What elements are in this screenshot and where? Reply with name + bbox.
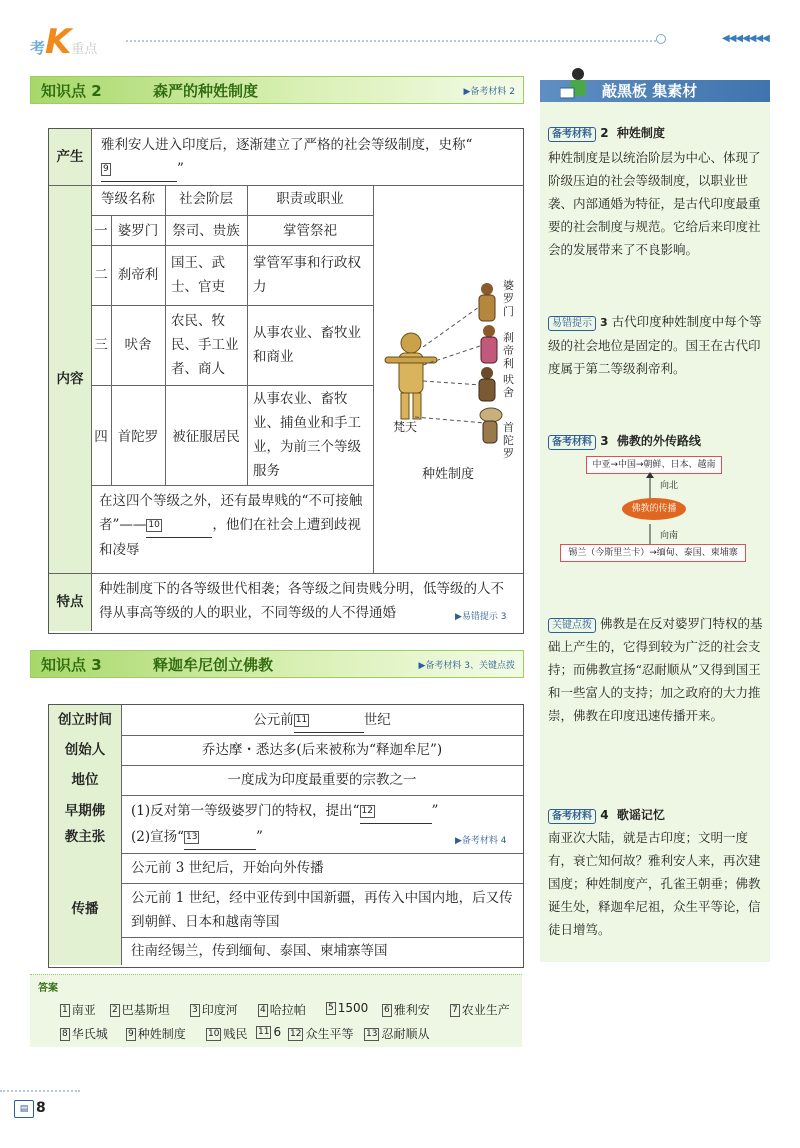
section2-number: 知识点 2: [41, 82, 102, 100]
blank-9-number: 9: [103, 164, 109, 174]
outside-castes-text: [99, 489, 369, 562]
section2-header: [30, 76, 524, 104]
level-rank: 四: [94, 429, 108, 445]
idea1-text: [131, 799, 521, 824]
m4-num: 4: [600, 808, 609, 822]
tip-block: [548, 310, 764, 380]
vaishya-figure: [479, 367, 495, 401]
tip-num: 3: [599, 316, 608, 329]
blank-13: [184, 825, 256, 850]
section3-ref-link[interactable]: ▶备考材料 3、关键点拨: [418, 661, 515, 671]
spread-label: 传播: [49, 853, 121, 965]
logo-k: K: [45, 22, 72, 62]
level-duty: 从事农业、畜牧业、捕鱼业和手工业，为前三个等级服务: [253, 391, 361, 479]
brahma-figure: [385, 333, 437, 419]
level-rank: 一: [94, 223, 108, 239]
content-label: 内容: [49, 185, 91, 573]
answer-item: 5 1500: [328, 1001, 369, 1015]
idea2-text: [131, 825, 431, 850]
m4-title: 歌谣记忆: [616, 808, 665, 822]
answer-item: 3 印度河: [192, 1003, 238, 1017]
header-arrows-icon: ◀◀◀◀◀◀◀: [722, 33, 769, 44]
teacher-icon: [560, 66, 596, 102]
status-text: 一度成为印度最重要的宗教之一: [227, 772, 417, 788]
answer-item: 8 华氏城: [62, 1027, 108, 1041]
label-shudra: 首陀罗: [503, 421, 514, 460]
feature-ref-link[interactable]: ▶易错提示 3: [455, 612, 507, 622]
section2-ref-link[interactable]: ▶备考材料 2: [463, 87, 515, 97]
origin-sentence: 雅利安人进入印度后，逐渐建立了严格的社会等级制度，史称“: [101, 137, 473, 153]
feature-label: 特点: [49, 573, 91, 631]
kshatriya-figure: [481, 325, 497, 363]
key-block: [548, 612, 764, 727]
answer-item: 13 忍耐顺从: [366, 1027, 430, 1041]
ideas-label: [49, 795, 121, 853]
answer-item: 9 种姓制度: [128, 1027, 186, 1041]
section3-header: [30, 650, 524, 678]
level-stratum: 农民、牧民、手工业者、商人: [171, 313, 239, 377]
level-duty: 从事农业、畜牧业和商业: [253, 325, 361, 365]
answer-item: 12 众生平等: [290, 1027, 354, 1041]
sidebar-title: 敲黑板 集素材: [602, 82, 698, 100]
col-header-stratum: 社会阶层: [179, 191, 233, 207]
spread-3: 往南经锡兰，传到缅甸、泰国、柬埔寨等国: [131, 943, 388, 959]
logo: [30, 22, 97, 62]
figure-caption: 种姓制度: [421, 467, 474, 482]
key-text: 佛教是在反对婆罗门特权的基础上产生的，它得到较为广泛的社会支持；而佛教宣扬“忍耐顺从”又得到国王和一些富人的支持；加之政府的大力推崇，佛教在印度迅速传播开来。: [548, 616, 763, 723]
m3-heading: [548, 432, 701, 450]
answer-item: 6 雅利安: [384, 1003, 430, 1017]
route-north-label: 向北: [660, 481, 679, 491]
m4-text: 南亚次大陆，就是古印度；文明一度有，衰亡知何故？雅利安人来，再次建国度；种姓制度产，孔雀王朝垂；佛教诞生处，释迦牟尼祖，众生平等论，信徒日增笃。: [548, 830, 761, 937]
outside-text-1: 在这四个等级之外，还有最卑贱的“不可接触者”——: [99, 493, 363, 533]
label-vaishya: 吠舍: [503, 373, 514, 399]
col-header-duty: 职责或职业: [276, 191, 344, 207]
answer-item: 2 巴基斯坦: [112, 1003, 170, 1017]
m2-num: 2: [600, 126, 609, 140]
route-south-label: 向南: [660, 531, 679, 541]
m2-tag: 备考材料: [548, 127, 596, 142]
level-name: 婆罗门: [117, 223, 159, 239]
buddhism-table: [48, 704, 524, 968]
header-circle-icon: [656, 34, 666, 44]
idea1-post: ”: [431, 803, 439, 819]
hierarchy-lines: [415, 307, 485, 423]
route-south-box: 锡兰（今斯里兰卡）→缅甸、泰国、柬埔寨: [560, 544, 746, 562]
answer-box: [30, 974, 522, 1047]
time-pre: 公元前: [253, 712, 294, 728]
origin-text: [101, 133, 517, 182]
key-tag: 关键点拨: [548, 618, 596, 633]
answer-item: 1 南亚: [62, 1003, 96, 1017]
level-stratum: 被征服居民: [172, 429, 240, 445]
sidebar-header: [540, 80, 770, 102]
m2-text: 种姓制度是以统治阶层为中心、体现了阶级压迫的社会等级制度，以职业世袭、内部通婚为特征，是古代印度最重要的社会制度与规范。它给后来印度社会的发展带来了不良影响。: [548, 150, 761, 257]
label-brahma: 梵天: [393, 420, 418, 434]
page-number: 8: [36, 1100, 46, 1116]
m3-tag: 备考材料: [548, 435, 596, 450]
footer-divider: [0, 1090, 80, 1092]
route-north-box: 中亚→中国→朝鲜、日本、越南: [586, 456, 722, 474]
label-brahmin: 婆罗门: [503, 279, 514, 318]
book-icon: ▤: [14, 1100, 34, 1118]
spread-2: 公元前 1 世纪，经中亚传到中国新疆，再传入中国内地，后又传到朝鲜、日本和越南等国: [131, 890, 513, 930]
m3-title: 佛教的外传路线: [616, 434, 701, 448]
header-divider: [126, 40, 656, 42]
origin-quote-close: ”: [177, 161, 184, 177]
caste-figure: [375, 269, 521, 469]
level-name: 吠舍: [124, 337, 152, 353]
logo-post: 重点: [71, 42, 98, 57]
level-duty: 掌管军事和行政权力: [253, 255, 361, 295]
level-stratum: 国王、武士、官吏: [171, 255, 225, 295]
ideas-ref-link[interactable]: ▶备考材料 4: [455, 836, 507, 846]
answer-item: 10 贱民: [208, 1027, 248, 1041]
level-stratum: 祭司、贵族: [172, 223, 240, 239]
answer-label: 答案: [38, 983, 58, 994]
time-post: 世纪: [363, 712, 391, 728]
time-label: 创立时间: [49, 705, 121, 735]
brahmin-figure: [479, 283, 495, 321]
m4-tag: 备考材料: [548, 809, 596, 824]
col-header-name: 等级名称: [101, 191, 155, 207]
section3-title: 释迦牟尼创立佛教: [153, 656, 274, 674]
feature-text: 种姓制度下的各等级世代相袭；各等级之间贵贱分明，低等级的人不得从事高等级的人的职业，不同等级的人不得通婚: [99, 581, 504, 621]
ideas-label-2: 教主张: [64, 829, 106, 845]
idea1-pre: (1)反对第一等级婆罗门的特权，提出“: [131, 803, 360, 819]
answer-item: 7 农业生产: [452, 1003, 510, 1017]
time-text: [121, 708, 523, 733]
shudra-figure: [480, 408, 502, 443]
level-name: 首陀罗: [117, 429, 159, 445]
blank-11: [294, 708, 364, 733]
answer-item: 11 6: [258, 1025, 282, 1039]
logo-pre: 考: [30, 39, 46, 57]
tip-tag: 易错提示: [548, 316, 596, 331]
label-kshatriya: 刹帝利: [503, 331, 514, 370]
level-name: 刹帝利: [117, 267, 159, 283]
blank-11-number: 11: [295, 715, 308, 725]
route-center: 佛教的传播: [622, 498, 686, 520]
level-rank: 三: [94, 337, 108, 353]
blank-12: [360, 799, 432, 824]
blank-10: [146, 513, 212, 538]
level-duty: 掌管祭祀: [283, 223, 337, 239]
m4-heading: [548, 806, 665, 824]
blank-12-number: 12: [361, 806, 373, 816]
blank-13-number: 13: [186, 832, 198, 842]
level-rank: 二: [94, 267, 108, 283]
section2-title: 森严的种姓制度: [153, 82, 259, 100]
section3-number: 知识点 3: [41, 656, 102, 674]
outside-text-2: ，他们在社会上遭到歧视和凌辱: [99, 517, 361, 558]
ideas-label-1: 早期佛: [64, 803, 106, 819]
caste-table: [48, 128, 524, 634]
founder-text: 乔达摩・悉达多(后来被称为“释迦牟尼”): [201, 742, 443, 758]
blank-10-number: 10: [148, 520, 160, 530]
founder-label: 创始人: [49, 735, 121, 765]
m2-title: 种姓制度: [616, 126, 665, 140]
blank-9: [101, 157, 177, 182]
idea2-pre: (2)宣扬“: [131, 829, 185, 845]
m3-num: 3: [600, 434, 609, 448]
answer-item: 4 哈拉帕: [260, 1003, 306, 1017]
tip-text: 古代印度种姓制度中每个等级的社会地位是固定的。国王在古代印度属于第二等级刹帝利。: [548, 314, 762, 376]
origin-label: 产生: [49, 129, 91, 185]
idea2-post: ”: [256, 829, 263, 845]
spread-1: 公元前 3 世纪后，开始向外传播: [131, 860, 324, 876]
status-label: 地位: [49, 765, 121, 795]
m2-heading: [548, 124, 665, 142]
